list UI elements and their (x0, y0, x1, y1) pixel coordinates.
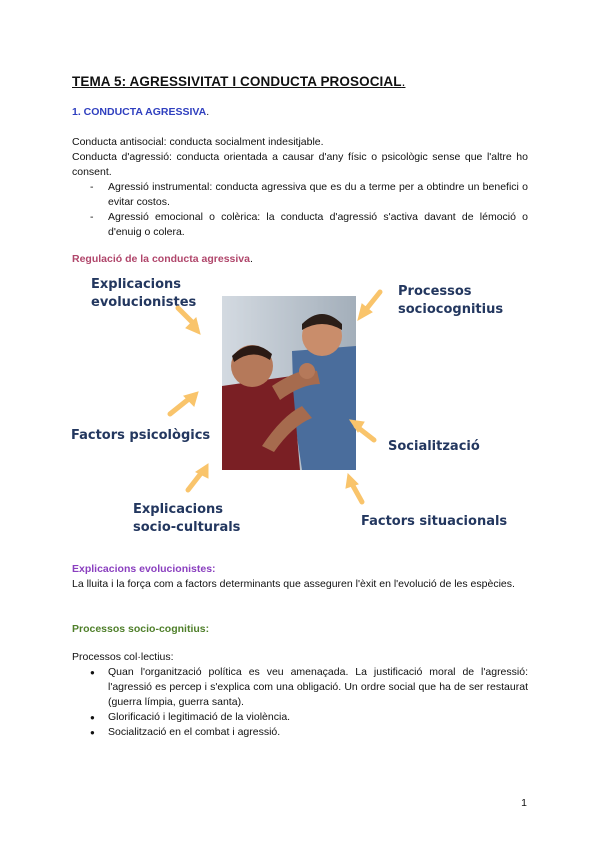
label-socialitzacio: Socialització (388, 439, 480, 454)
list-item: - Agressió emocional o colèrica: la conducta d'agressió s'activa davant de lémoció o d'enuig o colera. (72, 210, 528, 240)
list-item: ● Glorificació i legitimació de la violència. (72, 710, 528, 725)
list-item: ● Quan l'organització política es veu amenaçada. La justificació moral de l'agressió: l'agressió es percep i s'explica com una obligació. Un ordre social que ha de ser restaurat (guerra límpia, guerra santa). (72, 665, 528, 710)
label-factors-situacionals: Factors situacionals (361, 514, 508, 529)
document-title: TEMA 5: AGRESSIVITAT I CONDUCTA PROSOCIAL. (72, 74, 406, 89)
arrow-icon (352, 484, 362, 502)
evol-heading: Explicacions evolucionistes: (72, 563, 216, 575)
socio-body (72, 650, 528, 740)
arrow-icon (188, 472, 202, 490)
definition-line: Conducta d'agressió: conducta orientada a causar d'any físic o psicològic sense que l'altre ho consent. (72, 151, 528, 178)
label-explicacions-socio-culturals: Explicacions socio-culturals (133, 502, 241, 535)
definition-line: Conducta antisocial: conducta socialment indesitjable. (72, 136, 324, 148)
arrow-icon (170, 398, 190, 414)
arrowhead-icon (346, 474, 358, 488)
section-heading: 1. CONDUCTA AGRESSIVA. (72, 106, 210, 118)
socio-intro: Processos col·lectius: (72, 651, 174, 663)
label-factors-psicologics: Factors psicològics (71, 428, 211, 443)
list-item: - Agressió instrumental: conducta agressiva que es du a terme per a obtindre un benefici o evitar costos. (72, 180, 528, 210)
socio-heading: Processos socio-cognitius: (72, 623, 210, 635)
socio-list (72, 665, 528, 740)
list-item: ● Socialització en el combat i agressió. (72, 725, 528, 740)
label-processos-sociocognitius: Processos sociocognitius (398, 284, 504, 317)
page-number: 1 (521, 797, 527, 809)
label-explicacions-evolucionistes: Explicacions evolucionistes (91, 277, 197, 310)
evol-text: La lluita i la força com a factors determinants que asseguren l'èxit en l'evolució de les espècies. (72, 578, 515, 590)
subsection-heading: Regulació de la conducta agressiva. (72, 253, 253, 265)
